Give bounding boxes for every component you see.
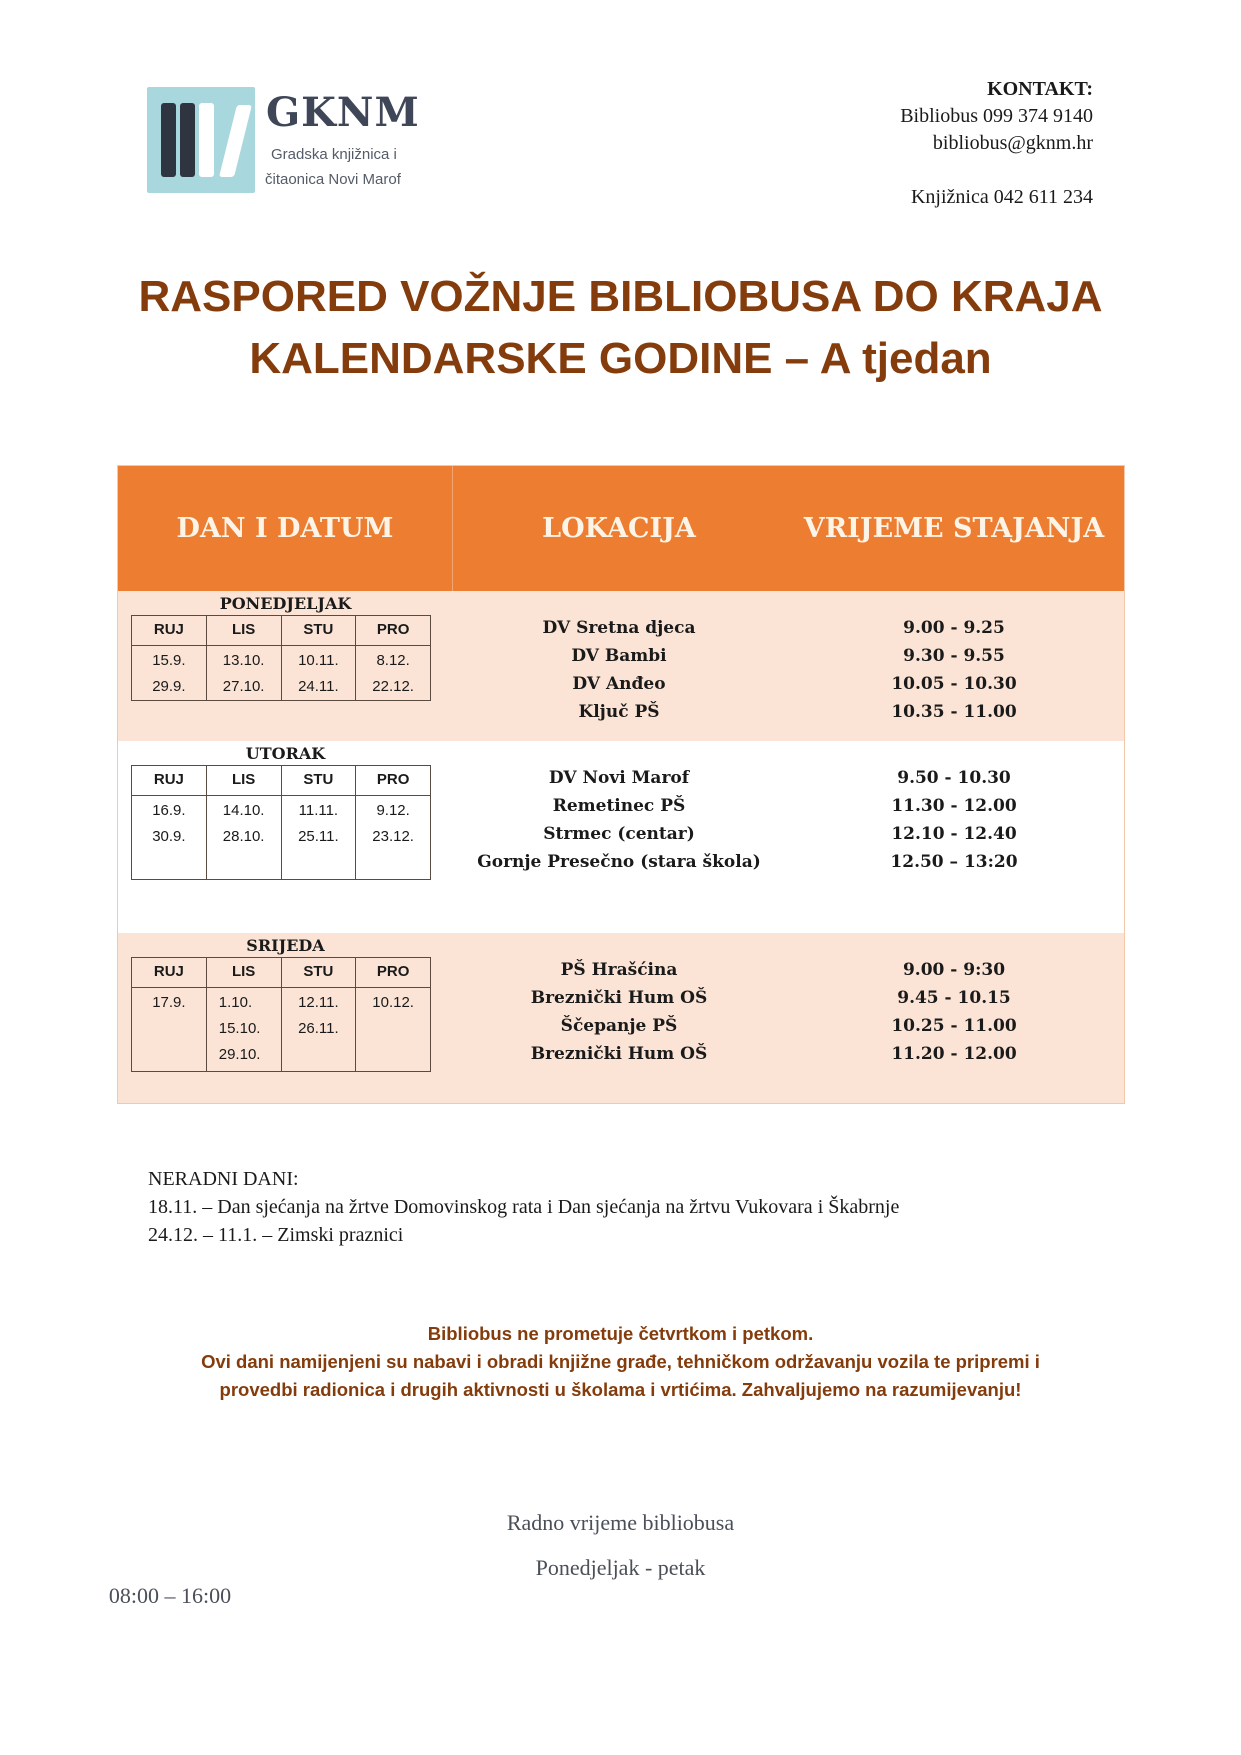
date: 10.12. <box>372 994 414 1011</box>
stop-item <box>454 1012 1124 1040</box>
month-header: LIS <box>206 958 281 988</box>
library-phone: Knjižnica 042 611 234 <box>910 186 1093 208</box>
schedule-row-monday <box>118 591 1124 741</box>
dates-table <box>131 765 431 880</box>
date: 17.9. <box>152 994 186 1011</box>
date: 29.10. <box>218 1046 261 1063</box>
dates-cell <box>356 988 431 1072</box>
date: 23.12. <box>372 828 414 845</box>
day-name: PONEDJELJAK <box>219 594 352 613</box>
dates-table <box>131 957 431 1072</box>
bibliobus-phone: Bibliobus 099 374 9140 <box>900 105 1093 127</box>
stop-time: 9.00 - 9.25 <box>903 618 1005 638</box>
logo-subtitle <box>265 142 401 192</box>
date: 8.12. <box>376 652 410 669</box>
header-day-date: DAN I DATUM <box>118 466 453 591</box>
stop-location: Gornje Presečno (stara škola) <box>477 852 761 872</box>
dates-table <box>131 615 431 701</box>
stop-location: Breznički Hum OŠ <box>530 988 708 1008</box>
notice-line1: Bibliobus ne prometuje četvrtkom i petkom. <box>427 1323 814 1344</box>
book-spine-icon <box>219 105 252 177</box>
date: 27.10. <box>222 678 265 695</box>
service-notice <box>0 1320 1241 1404</box>
stop-item <box>454 642 1124 670</box>
date: 14.10. <box>222 802 265 819</box>
date: 16.9. <box>152 802 186 819</box>
date: 11.11. <box>298 802 339 819</box>
stop-time: 9.50 - 10.30 <box>897 768 1011 788</box>
month-header: STU <box>281 616 356 646</box>
month-header: LIS <box>206 616 281 646</box>
dates-cell <box>132 988 207 1072</box>
non-working-day-item: 18.11. – Dan sjećanja na žrtve Domovinskog rata i Dan sjećanja na žrtvu Vukovara i Škabrnje <box>148 1196 900 1218</box>
stop-time: 9.45 - 10.15 <box>897 988 1011 1008</box>
date: 15.10. <box>218 1020 261 1037</box>
stop-item <box>454 848 1124 876</box>
month-header: PRO <box>356 766 431 796</box>
stop-item <box>454 764 1124 792</box>
month-header: RUJ <box>132 958 207 988</box>
date: 1.10. <box>218 994 253 1011</box>
working-hours-time: 08:00 – 16:00 <box>108 1583 232 1608</box>
stop-time: 10.25 - 11.00 <box>891 1016 1017 1036</box>
dates-cell <box>206 988 281 1072</box>
month-header: PRO <box>356 616 431 646</box>
schedule-table <box>117 465 1125 1104</box>
stop-location: Breznički Hum OŠ <box>530 1044 708 1064</box>
date: 29.9. <box>152 678 186 695</box>
month-header: STU <box>281 958 356 988</box>
non-working-days-label: NERADNI DANI: <box>148 1168 299 1190</box>
stop-item <box>454 698 1124 726</box>
library-logo <box>147 87 437 193</box>
date: 10.11. <box>298 652 339 669</box>
dates-cell <box>206 646 281 701</box>
stop-time: 12.50 – 13:20 <box>890 852 1018 872</box>
stop-location: Ključ PŠ <box>578 702 660 722</box>
stop-item <box>454 670 1124 698</box>
stop-item <box>454 1040 1124 1068</box>
stops-list <box>454 956 1124 1068</box>
non-working-days <box>148 1165 899 1249</box>
notice-line2: Ovi dani namijenjeni su nabavi i obradi knjižne građe, tehničkom održavanju vozila te pripremi i <box>201 1351 1040 1372</box>
stop-item <box>454 792 1124 820</box>
contact-block <box>900 76 1093 211</box>
stop-location: Ščepanje PŠ <box>560 1016 678 1036</box>
dates-cell <box>281 796 356 880</box>
day-name: SRIJEDA <box>246 936 325 955</box>
schedule-row-tuesday <box>118 741 1124 933</box>
stop-time: 10.35 - 11.00 <box>891 702 1017 722</box>
dates-cell <box>356 796 431 880</box>
stop-item <box>454 614 1124 642</box>
logo-subtitle-line1: Gradska knjižnica i <box>271 146 397 163</box>
stops-list <box>454 764 1124 876</box>
title-line2: KALENDARSKE GODINE – A tjedan <box>249 334 992 383</box>
month-header: STU <box>281 766 356 796</box>
day-name: UTORAK <box>245 744 326 763</box>
dates-cell <box>206 796 281 880</box>
dates-cell <box>281 646 356 701</box>
stop-item <box>454 820 1124 848</box>
date: 15.9. <box>152 652 186 669</box>
schedule-row-wednesday <box>118 933 1124 1103</box>
dates-cell <box>281 988 356 1072</box>
month-header: RUJ <box>132 616 207 646</box>
stop-location: DV Novi Marof <box>548 768 690 788</box>
stop-time: 11.30 - 12.00 <box>891 796 1017 816</box>
working-hours-days: Ponedjeljak - petak <box>535 1555 706 1580</box>
month-header: RUJ <box>132 766 207 796</box>
month-header: PRO <box>356 958 431 988</box>
stop-item <box>454 956 1124 984</box>
stops-list <box>454 614 1124 726</box>
title-line1: RASPORED VOŽNJE BIBLIOBUSA DO KRAJA <box>138 272 1103 321</box>
stop-time: 12.10 - 12.40 <box>891 824 1017 844</box>
contact-label: KONTAKT: <box>987 78 1093 100</box>
date: 24.11. <box>298 678 339 695</box>
date: 22.12. <box>372 678 414 695</box>
month-header: LIS <box>206 766 281 796</box>
working-hours <box>0 1508 1241 1610</box>
page-title <box>0 266 1241 390</box>
stop-time: 9.30 - 9.55 <box>903 646 1005 666</box>
non-working-day-item: 24.12. – 11.1. – Zimski praznici <box>148 1224 404 1246</box>
spacer <box>900 157 1093 184</box>
book-spine-icon <box>199 103 214 177</box>
notice-line3: provedbi radionica i drugih aktivnosti u školama i vrtićima. Zahvaljujemo na razumijevanju! <box>219 1379 1022 1400</box>
date: 13.10. <box>222 652 265 669</box>
book-spine-icon <box>180 103 195 177</box>
date: 25.11. <box>298 828 339 845</box>
header-stop-time: VRIJEME STAJANJA <box>803 513 1105 544</box>
stop-location: DV Sretna djeca <box>542 618 696 638</box>
logo-subtitle-line2: čitaonica Novi Marof <box>265 171 401 188</box>
stop-time: 10.05 - 10.30 <box>891 674 1017 694</box>
stop-item <box>454 984 1124 1012</box>
stop-location: PŠ Hrašćina <box>560 960 678 980</box>
stop-location: Remetinec PŠ <box>552 796 686 816</box>
stop-time: 11.20 - 12.00 <box>891 1044 1017 1064</box>
date: 26.11. <box>298 1020 339 1037</box>
working-hours-title: Radno vrijeme bibliobusa <box>506 1510 735 1535</box>
books-icon <box>147 87 255 193</box>
logo-name: GKNM <box>266 89 420 136</box>
stop-location: DV Bambi <box>571 646 667 666</box>
schedule-header <box>118 466 1124 591</box>
contact-email[interactable]: bibliobus@gknm.hr <box>932 132 1093 154</box>
book-spine-icon <box>161 103 176 177</box>
date: 30.9. <box>152 828 186 845</box>
date: 9.12. <box>376 802 410 819</box>
header-location: LOKACIJA <box>542 513 696 544</box>
stop-location: DV Anđeo <box>572 674 666 694</box>
date: 12.11. <box>298 994 339 1011</box>
dates-cell <box>132 646 207 701</box>
dates-cell <box>132 796 207 880</box>
stop-location: Strmec (centar) <box>543 824 695 844</box>
date: 28.10. <box>222 828 265 845</box>
stop-time: 9.00 - 9:30 <box>902 960 1006 980</box>
dates-cell <box>356 646 431 701</box>
